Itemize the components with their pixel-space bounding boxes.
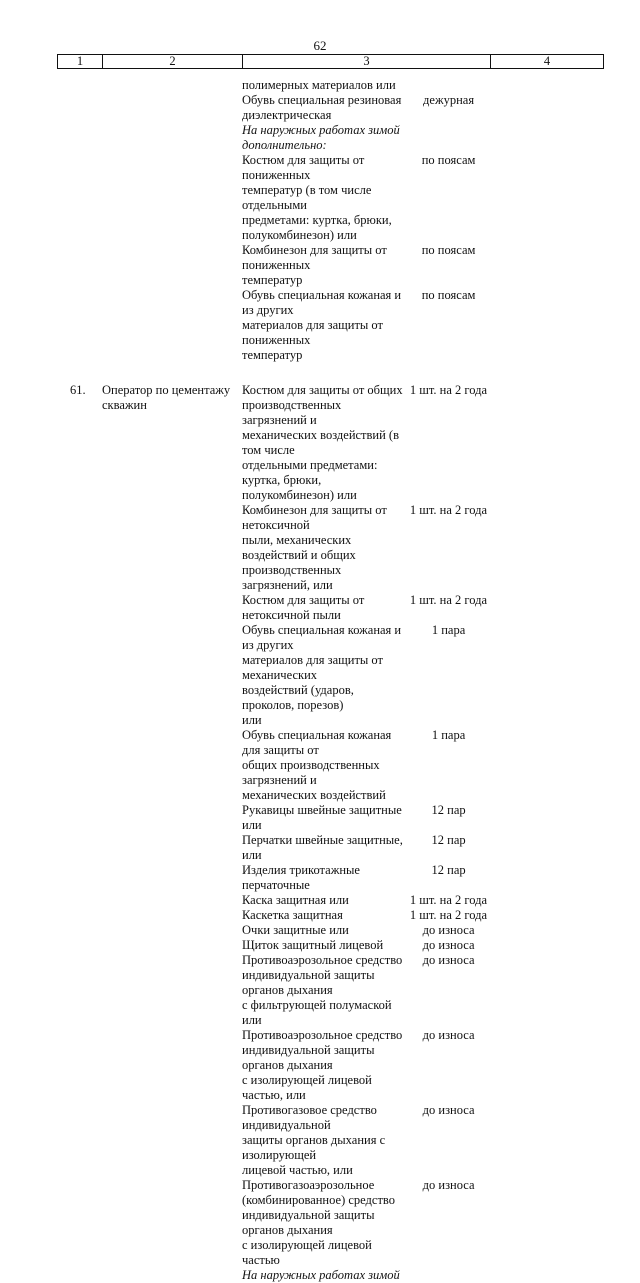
item-text: Противоаэрозольное средство [242,953,403,967]
item-text: Рукавицы швейные защитные или [242,803,402,832]
item-norm: 12 пар [431,863,466,877]
item-text: Противогазовое средство индивидуальной [242,1103,377,1132]
list-item [242,183,487,213]
list-item [242,623,487,653]
item-text: материалов для защиты от механических [242,653,383,682]
item-text: Противогазоаэрозольное [242,1178,375,1192]
item-text: температур (в том числе отдельными [242,183,372,212]
item-norm [410,1208,487,1238]
list-item [242,1268,487,1283]
item-text: температур [242,273,303,287]
item-norm [410,1043,487,1073]
list-item [242,93,487,108]
list-item [242,713,487,728]
list-item [242,923,487,938]
item-text: с фильтрующей полумаской или [242,998,392,1027]
list-item [242,968,487,998]
item-norm [410,428,487,458]
list-item [242,1178,487,1193]
list-item [242,108,487,123]
list-item [242,428,487,458]
list-item [242,593,487,623]
item-text: Противоаэрозольное средство [242,1028,403,1042]
item-norm [410,968,487,998]
item-norm: 1 шт. на 2 года [409,908,487,922]
item-text: Костюм для защиты от нетоксичной пыли [242,593,365,622]
item-norm [410,533,487,563]
item-text: механических воздействий (в том числе [242,428,399,457]
list-item [242,938,487,953]
item-norm: дежурная [423,93,475,107]
list-item [242,1133,487,1163]
item-text: отдельными предметами: куртка, брюки, [242,458,378,487]
list-item [242,863,487,893]
item-text: Каска защитная или [242,893,349,907]
item-text: или [242,713,262,727]
entry-profession: Оператор по цементажу скважин [102,383,231,412]
item-text: Костюм для защиты от пониженных [242,153,365,182]
item-text: Комбинезон для защиты от нетоксичной [242,503,387,532]
item-norm [410,138,487,153]
item-text: воздействий (ударов, проколов, порезов) [242,683,354,712]
list-item [242,243,487,273]
item-norm: до износа [422,1028,475,1042]
item-text: На наружных работах зимой [242,1268,400,1282]
item-norm [410,1238,487,1268]
item-text: индивидуальной защиты органов дыхания [242,1208,375,1237]
list-item [242,228,487,243]
item-text: диэлектрическая [242,108,332,122]
item-text: Очки защитные или [242,923,349,937]
item-text: с изолирующей лицевой частью, или [242,1073,372,1102]
row-gap [0,363,640,383]
list-item [242,503,487,533]
entry-number: 61. [70,383,86,397]
item-text: полукомбинезон) или [242,488,357,502]
item-text: материалов для защиты от пониженных [242,318,383,347]
item-norm: 1 пара [431,623,466,637]
list-item [242,398,487,428]
item-text: Щиток защитный лицевой [242,938,384,952]
item-norm [410,563,487,593]
item-norm: по поясам [421,288,476,302]
item-norm [410,398,487,428]
list-item [242,953,487,968]
list-item [242,1163,487,1178]
list-item [242,153,487,183]
list-item [242,318,487,348]
item-text: Обувь специальная резиновая [242,93,402,107]
item-text: Комбинезон для защиты от пониженных [242,243,387,272]
item-norm: до износа [422,938,475,952]
item-text: с изолирующей лицевой частью [242,1238,372,1267]
list-item [242,788,487,803]
item-text: Изделия трикотажные перчаточные [242,863,360,892]
list-item [242,563,487,593]
item-text: общих производственных загрязнений и [242,758,380,787]
list-item [242,273,487,288]
continuation-row [0,78,640,363]
item-text: Перчатки швейные защитные, или [242,833,403,862]
column-header-2: 2 [103,55,243,69]
list-item [242,213,487,228]
item-norm: 1 шт. на 2 года [409,383,487,397]
item-norm [410,183,487,213]
list-item [242,1028,487,1043]
item-text: Обувь специальная кожаная для защиты от [242,728,392,757]
item-text: механических воздействий [242,788,386,802]
item-text: производственных загрязнений, или [242,563,342,592]
list-item [242,1073,487,1103]
item-norm [410,788,487,803]
item-norm: 1 пара [431,728,466,742]
item-norm: до износа [422,1103,475,1117]
item-norm [410,1163,487,1178]
item-norm [410,273,487,288]
item-norm: 1 шт. на 2 года [409,593,487,607]
list-item [242,533,487,563]
list-item [242,998,487,1028]
list-item [242,138,487,153]
list-item [242,908,487,923]
list-item [242,123,487,138]
list-item [242,488,487,503]
item-norm [410,683,487,713]
list-item [242,78,487,93]
item-text: (комбинированное) средство [242,1193,395,1207]
item-norm [410,123,487,138]
list-item [242,683,487,713]
item-norm: 12 пар [431,803,466,817]
item-text: температур [242,348,303,362]
item-norm [410,78,487,93]
item-text: индивидуальной защиты органов дыхания [242,968,375,997]
entry-row-61 [0,383,640,1283]
list-item [242,288,487,318]
item-text: Обувь специальная кожаная и из других [242,623,402,652]
column-header-4: 4 [491,55,604,69]
list-item [242,803,487,833]
item-text: дополнительно: [242,138,327,152]
list-item [242,458,487,488]
item-norm [410,458,487,488]
list-item [242,1043,487,1073]
item-norm [410,1268,487,1283]
item-text: лицевой частью, или [242,1163,353,1177]
item-norm [410,998,487,1028]
item-text: производственных загрязнений и [242,398,342,427]
item-norm: по поясам [421,243,476,257]
item-text: Костюм для защиты от общих [242,383,403,397]
item-norm: 1 шт. на 2 года [409,893,487,907]
column-header-1: 1 [58,55,103,69]
item-text: пыли, механических воздействий и общих [242,533,356,562]
list-item [242,348,487,363]
list-item [242,383,487,398]
item-norm: по поясам [421,153,476,167]
item-norm [410,348,487,363]
column-header-3: 3 [243,55,491,69]
list-item [242,1238,487,1268]
column-header-table [57,54,604,69]
list-item [242,758,487,788]
item-text: защиты органов дыхания с изолирующей [242,1133,386,1162]
item-text: На наружных работах зимой [242,123,400,137]
list-item [242,653,487,683]
list-item [242,1193,487,1208]
list-item [242,1208,487,1238]
item-norm [410,653,487,683]
list-item [242,1103,487,1133]
item-norm [410,318,487,348]
page-number: 62 [313,38,327,53]
list-item [242,728,487,758]
item-norm [410,228,487,243]
entry-items [242,383,487,1283]
item-norm [410,108,487,123]
item-text: полукомбинезон) или [242,228,357,242]
item-text: индивидуальной защиты органов дыхания [242,1043,375,1072]
item-text: полимерных материалов или [242,78,396,92]
list-item [242,833,487,863]
item-text: Каскетка защитная [242,908,343,922]
item-norm [410,1193,487,1208]
item-norm: до износа [422,1178,475,1192]
list-item [242,893,487,908]
continuation-items [242,78,487,363]
item-norm [410,1073,487,1103]
item-norm: 1 шт. на 2 года [409,503,487,517]
item-text: предметами: куртка, брюки, [242,213,392,227]
table-body [0,78,640,1283]
item-norm: до износа [422,923,475,937]
item-norm [410,488,487,503]
item-norm: до износа [422,953,475,967]
item-norm [410,213,487,228]
item-norm [410,713,487,728]
item-text: Обувь специальная кожаная и из других [242,288,402,317]
item-norm [410,758,487,788]
item-norm: 12 пар [431,833,466,847]
item-norm [410,1133,487,1163]
